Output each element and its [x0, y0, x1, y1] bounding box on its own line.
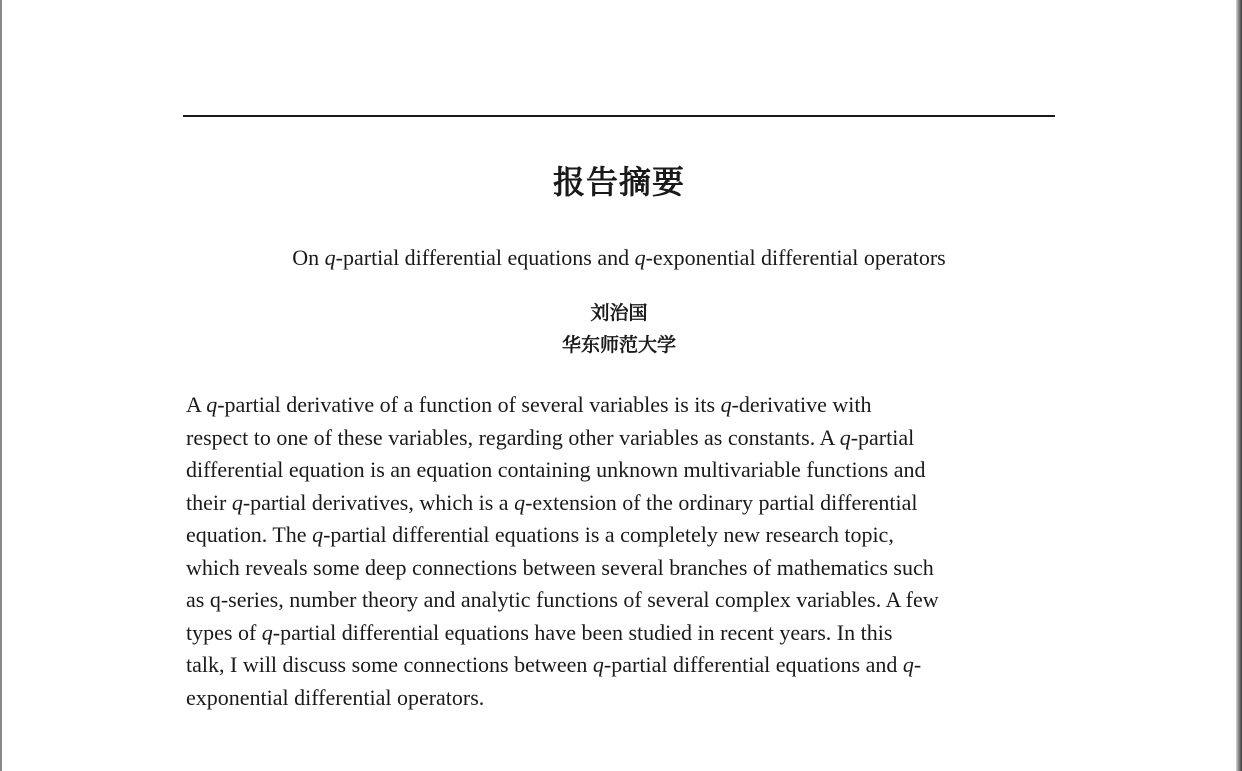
abstract-text: -partial differential equations and [603, 652, 903, 677]
q-symbol: q [206, 392, 218, 417]
abstract-text: -derivative with [731, 392, 872, 417]
abstract-text: talk, I will discuss some connections between [186, 652, 593, 677]
abstract-line [186, 682, 1056, 715]
title-prefix: On [292, 245, 325, 270]
abstract-line [186, 454, 1056, 487]
q-symbol: q [720, 392, 732, 417]
abstract-text: -partial derivative of a function of several variables is its [217, 392, 721, 417]
page-left-border [0, 0, 2, 771]
abstract-text: A [186, 392, 207, 417]
abstract-line [186, 617, 1056, 650]
q-symbol: q [261, 619, 273, 645]
abstract-line [186, 487, 1056, 520]
abstract-text: respect to one of these variables, regarding other variables as constants. A [186, 424, 840, 450]
q-symbol: q [902, 652, 914, 677]
abstract-line [186, 519, 1056, 552]
abstract-text: equation. The [186, 522, 313, 547]
abstract-text: -partial differential equations is a completely new research topic, [323, 522, 894, 547]
talk-title [183, 243, 1055, 273]
abstract-line [186, 552, 1056, 585]
abstract-line [186, 584, 1056, 617]
section-heading: 报告摘要 [552, 163, 685, 201]
abstract-text: -extension of the ordinary partial differential [525, 489, 918, 515]
abstract-line [186, 649, 1056, 682]
abstract-line [186, 389, 1056, 422]
q-symbol: q [312, 522, 324, 547]
q-symbol: q [839, 424, 851, 450]
author-name: 刘治国 [590, 302, 648, 324]
title-suffix: -exponential differential operators [645, 245, 946, 270]
abstract-text: which reveals some deep connections between several branches of mathematics such [186, 554, 934, 580]
title-middle: -partial differential equations and [335, 245, 635, 270]
abstract-text: -partial derivatives, which is a [242, 489, 515, 515]
q-symbol: q [231, 489, 243, 515]
abstract-text: their [186, 489, 232, 515]
abstract-text: -partial differential equations have been studied in recent years. In this [272, 619, 893, 645]
title-q-symbol: q [324, 245, 336, 270]
q-symbol: q [592, 652, 604, 677]
header-rule [183, 115, 1055, 117]
page-right-border [1236, 0, 1242, 771]
abstract-text: exponential differential operators. [186, 684, 485, 710]
abstract-text: -partial [850, 424, 915, 450]
abstract-body [186, 389, 1056, 714]
q-symbol: q [514, 489, 526, 515]
author-affiliation: 华东师范大学 [561, 334, 676, 356]
title-q-symbol: q [634, 245, 646, 270]
abstract-line [186, 422, 1056, 455]
abstract-text: types of [186, 619, 262, 645]
abstract-text: differential equation is an equation containing unknown multivariable functions and [186, 457, 926, 482]
abstract-text: - [913, 652, 922, 677]
abstract-text: as q-series, number theory and analytic functions of several complex variables. A few [186, 587, 939, 612]
